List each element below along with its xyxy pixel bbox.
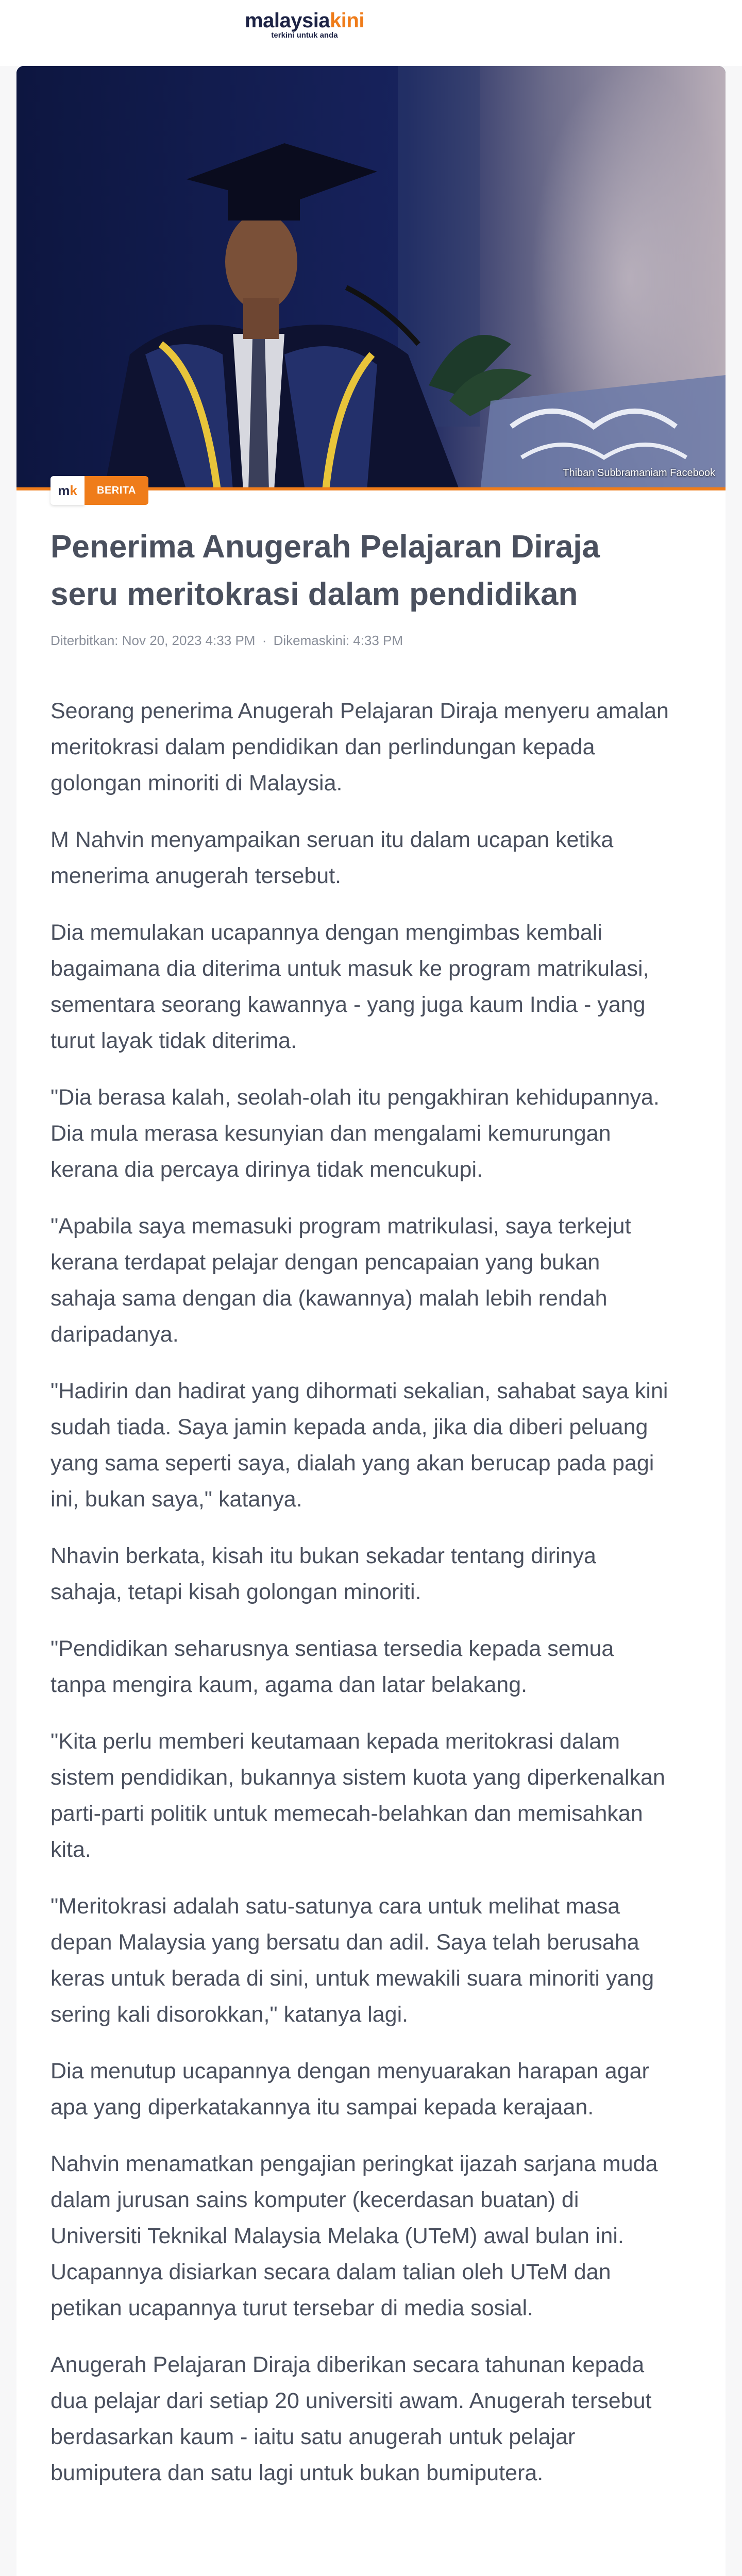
updated-time: 4:33 PM	[353, 633, 403, 648]
paragraph: Anugerah Pelajaran Diraja diberikan secara tahunan kepada dua pelajar dari setiap 20 universiti awam. Anugerah tersebut berdasarkan kaum - iaitu satu anugerah untuk pelajar bumiputera dan satu lagi untuk bukan bumiputera.	[50, 2352, 652, 2485]
paragraph: Dia menutup ucapannya dengan menyuarakan harapan agar apa yang diperkatakannya itu sampai kepada kerajaan.	[50, 2059, 649, 2120]
paragraph: Seorang penerima Anugerah Pelajaran Diraja menyeru amalan meritokrasi dalam pendidikan dan perlindungan kepada golongan minoriti di Malaysia.	[50, 699, 669, 795]
article-headline: Penerima Anugerah Pelajaran Diraja seru meritokrasi dalam pendidikan	[50, 529, 600, 612]
site-header	[0, 0, 742, 66]
paragraph: "Dia berasa kalah, seolah-olah itu pengakhiran kehidupannya. Dia mula merasa kesunyian dan mengalami kemurungan kerana dia percaya dirinya tidak mencukupi.	[50, 1085, 660, 1182]
malaysiakini-logo[interactable]	[230, 8, 379, 40]
paragraph: "Pendidikan seharusnya sentiasa tersedia kepada semua tanpa mengira kaum, agama dan latar belakang.	[50, 1636, 614, 1697]
paragraph: "Apabila saya memasuki program matrikulasi, saya terkejut kerana terdapat pelajar dengan pencapaian yang bukan sahaja sama dengan dia (kawannya) malah lebih rendah daripadanya.	[50, 1214, 631, 1347]
published-label: Diterbitkan:	[50, 633, 119, 648]
article-card	[16, 66, 726, 2576]
logo-wordmark	[230, 8, 379, 33]
logo-part-kini: kini	[330, 9, 364, 32]
logo-part-malaysia: malaysia	[245, 9, 330, 32]
paragraph: M Nahvin menyampaikan seruan itu dalam ucapan ketika menerima anugerah tersebut.	[50, 827, 614, 888]
paragraph: "Meritokrasi adalah satu-satunya cara untuk melihat masa depan Malaysia yang bersatu dan adil. Saya telah berusaha keras untuk berada di sini, untuk mewakili suara minoriti yang sering kali disorokkan," katanya lagi.	[50, 1894, 654, 2027]
article-body	[50, 523, 669, 2512]
mk-badge-icon: m k	[50, 476, 85, 505]
category-badge[interactable]	[50, 476, 148, 505]
paragraph: "Kita perlu memberi keutamaan kepada meritokrasi dalam sistem pendidikan, bukannya sistem kuota yang diperkenalkan parti-parti politik untuk memecah-belahkan dan memisahkan kita.	[50, 1729, 665, 1862]
category-label[interactable]: BERITA	[85, 476, 148, 505]
published-date: Nov 20, 2023 4:33 PM	[122, 633, 256, 648]
article-paragraphs	[50, 693, 669, 2491]
article-meta	[50, 633, 669, 649]
meta-separator: ·	[262, 633, 267, 648]
paragraph: Nhavin berkata, kisah itu bukan sekadar tentang dirinya sahaja, tetapi kisah golongan minoriti.	[50, 1544, 596, 1604]
updated-label: Dikemaskini:	[273, 633, 349, 648]
paragraph: Dia memulakan ucapannya dengan mengimbas kembali bagaimana dia diterima untuk masuk ke program matrikulasi, sementara seorang kawannya - yang juga kaum India - yang turut layak tidak diterima.	[50, 920, 649, 1053]
hero-image	[16, 66, 726, 490]
paragraph: "Hadirin dan hadirat yang dihormati sekalian, sahabat saya kini sudah tiada. Saya jamin kepada anda, jika dia diberi peluang yang sama seperti saya, dialah yang akan berucap pada pagi ini, bukan saya," katanya.	[50, 1379, 668, 1512]
photo-credit: Thiban Subbramaniam Facebook	[563, 467, 715, 479]
graduation-photo-icon	[16, 66, 726, 490]
paragraph: Nahvin menamatkan pengajian peringkat ijazah sarjana muda dalam jurusan sains komputer (kecerdasan buatan) di Universiti Teknikal Malaysia Melaka (UTeM) awal bulan ini. Ucapannya disiarkan secara dalam talian oleh UTeM dan petikan ucapannya turut tersebar di media sosial.	[50, 2151, 658, 2320]
logo-tagline: terkini untuk anda	[271, 31, 338, 40]
